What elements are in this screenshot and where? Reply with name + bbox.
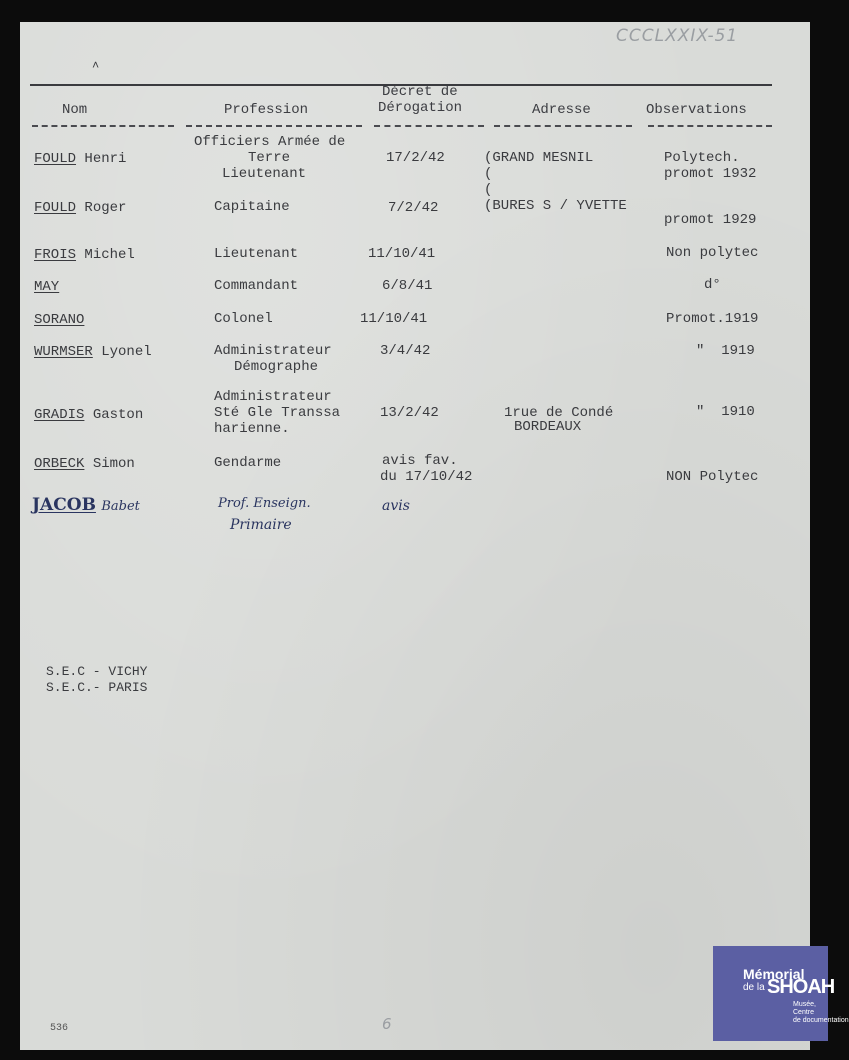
profession-line: Primaire: [230, 517, 292, 533]
table-row-nom: [34, 247, 135, 263]
header-adresse: Adresse: [532, 102, 591, 118]
table-row-nom: [34, 151, 126, 167]
header-nom: Nom: [62, 102, 88, 118]
memorial-logo: [713, 946, 849, 1041]
table-row-nom: [34, 344, 152, 360]
surname: JACOB: [32, 495, 96, 515]
logo-line: Musée, Centre de documentation: [793, 1001, 849, 1024]
observation-line: Polytech.: [664, 150, 740, 166]
decret-line: avis: [382, 498, 410, 514]
given-name: Lyonel: [101, 344, 152, 360]
decret-line: avis fav.: [382, 453, 458, 469]
profession-line: Administrateur: [214, 389, 332, 405]
given-name: Simon: [92, 456, 135, 472]
surname: FOULD: [34, 200, 77, 216]
observation-line: Promot.1919: [666, 311, 759, 327]
surname: FOULD: [34, 151, 77, 167]
profession-line: Démographe: [234, 359, 319, 375]
table-row-nom: [34, 456, 135, 472]
profession-line: Colonel: [214, 311, 273, 327]
observation-line: NON Polytec: [666, 469, 759, 485]
logo-line: Mémorial: [743, 966, 805, 982]
adresse-line: (GRAND MESNIL: [484, 150, 594, 166]
observation-line: d°: [704, 277, 721, 293]
page-number: 6: [382, 1015, 393, 1033]
profession-line: Terre: [248, 150, 291, 166]
observation-line: " 1919: [696, 343, 755, 359]
table-row-nom: [34, 279, 59, 295]
profession-line: Lieutenant: [222, 166, 307, 182]
adresse-line: (BURES S / YVETTE: [484, 198, 627, 214]
header-profession: Profession: [224, 102, 309, 118]
logo-line: de la: [743, 982, 765, 993]
decret-date: 3/4/42: [380, 343, 431, 359]
surname: WURMSER: [34, 344, 93, 360]
surname: FROIS: [34, 247, 77, 263]
logo-line: SHOAH: [767, 976, 835, 998]
footer-line: S.E.C - VICHY: [46, 664, 148, 679]
adresse-line: BORDEAUX: [514, 419, 582, 435]
decret-date: 6/8/41: [382, 278, 433, 294]
surname: GRADIS: [34, 407, 85, 423]
given-name: Babet: [101, 499, 140, 514]
header-decret-line1: Décret de: [382, 84, 458, 100]
profession-line: Commandant: [214, 278, 299, 294]
decret-date: 11/10/41: [368, 246, 436, 262]
decret-date: 17/2/42: [386, 150, 445, 166]
given-name: Roger: [84, 200, 127, 216]
page-mark: 536: [50, 1023, 69, 1034]
decret-line: du 17/10/42: [380, 469, 473, 485]
header-decret-line2: Dérogation: [378, 100, 463, 116]
table-row-nom: [34, 407, 143, 423]
observation-line: " 1910: [696, 404, 755, 420]
header-observations: Observations: [646, 102, 747, 118]
observation-line: Non polytec: [666, 245, 759, 261]
header-separator: [186, 125, 362, 127]
profession-line: harienne.: [214, 421, 290, 437]
footer-line: S.E.C.- PARIS: [46, 680, 148, 695]
profession-line: Lieutenant: [214, 246, 299, 262]
observation-line: promot 1932: [664, 166, 757, 182]
table-row-nom: [32, 497, 140, 515]
decret-date: 11/10/41: [360, 311, 428, 327]
decret-date: 13/2/42: [380, 405, 439, 421]
adresse-line: (: [484, 182, 493, 198]
header-separator: [494, 125, 632, 127]
profession-line: Sté Gle Transsa: [214, 405, 341, 421]
archive-reference: CCCLXXIX-51: [616, 26, 739, 46]
header-separator: [648, 125, 772, 127]
observation-line: promot 1929: [664, 212, 757, 228]
given-name: Michel: [84, 247, 135, 263]
surname: SORANO: [34, 312, 85, 328]
profession-line: Gendarme: [214, 455, 282, 471]
profession-line: Administrateur: [214, 343, 332, 359]
profession-line: Officiers Armée de: [194, 134, 346, 150]
surname: MAY: [34, 279, 60, 295]
adresse-line: (: [484, 166, 493, 182]
surname: ORBECK: [34, 456, 85, 472]
adresse-line: 1rue de Condé: [504, 405, 614, 421]
decret-date: 7/2/42: [388, 200, 439, 216]
ink-mark: ˄: [92, 59, 100, 73]
table-row-nom: [34, 200, 126, 216]
given-name: Henri: [84, 151, 127, 167]
table-row-nom: [34, 312, 84, 328]
profession-line: Prof. Enseign.: [218, 496, 311, 511]
header-separator: [32, 125, 174, 127]
profession-line: Capitaine: [214, 199, 290, 215]
header-separator: [374, 125, 484, 127]
given-name: Gaston: [92, 407, 144, 423]
